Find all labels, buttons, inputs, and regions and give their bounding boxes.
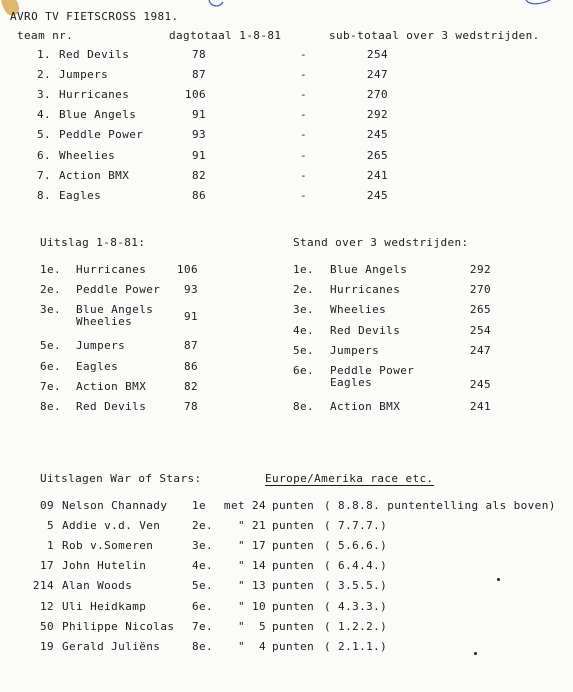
team-sub-total: 292 [366,108,388,122]
rider-name: Philippe Nicolas [62,619,175,633]
stand-team-name: Hurricanes [330,283,401,297]
rider-place: 2e. [192,519,214,533]
team-number: 7. [37,168,52,182]
rider-points: 5 [258,619,266,633]
uitslag-score: 78 [183,400,198,413]
dash-separator: - [300,128,308,142]
uitslag-team-name: Hurricanes [76,263,147,276]
team-name: Action BMX [59,168,130,182]
war-subheading: Europe/Amerika race etc. [265,472,434,485]
team-sub-total: 245 [366,128,388,142]
points-unit: punten [272,499,315,512]
team-name: Red Devils [59,48,130,61]
rider-name: Uli Heidkamp [62,599,147,613]
ditto-separator: " [237,639,245,653]
ditto-separator: " [237,619,245,633]
rider-points: 14 [251,559,266,573]
rider-name: Gerald Juliëns [62,639,161,653]
dash-separator: - [300,48,308,61]
uitslag-score: 106 [176,263,198,276]
rider-name: Rob v.Someren [62,539,154,553]
stand-score: 245 [469,378,491,391]
points-unit: punten [272,519,315,533]
team-sub-total: 241 [366,168,388,182]
rider-number: 19 [39,639,54,653]
rider-points: 13 [251,579,266,593]
team-sub-total: 265 [366,148,388,162]
rider-points: 4 [258,639,266,653]
uitslag-team-name-second: Wheelies [76,315,133,329]
points-unit: punten [272,579,315,593]
stand-team-name: Action BMX [330,400,401,413]
ditto-separator: " [237,599,245,613]
team-sub-total: 270 [366,88,388,102]
rider-number: 12 [39,599,54,613]
uitslag-team-name: Peddle Power [76,283,161,297]
column-header-team: team nr. [17,29,74,42]
rider-name: Alan Woods [62,579,133,593]
rider-place: 7e. [192,619,214,633]
uitslag-heading: Uitslag 1-8-81: [40,236,146,249]
team-sub-total: 254 [366,48,388,61]
dash-separator: - [300,68,308,82]
dash-separator: - [300,148,308,162]
stand-score: 254 [469,323,491,337]
points-breakdown: ( 5.6.6.) [324,539,388,553]
stand-score: 241 [469,400,491,413]
team-day-total: 78 [191,48,206,61]
blue-ink-scribble [520,0,560,10]
rider-points: 24 [251,499,266,512]
uitslag-score: 91 [183,310,198,324]
uitslag-rank: 8e. [40,400,62,413]
points-breakdown: ( 2.1.1.) [324,639,388,653]
stand-score: 270 [469,283,491,297]
stand-rank: 4e. [293,323,315,337]
stand-score: 247 [469,343,491,357]
stand-team-name: Jumpers [330,343,380,357]
rider-place: 4e. [192,559,214,573]
rider-number: 5 [46,519,54,533]
uitslag-rank: 3e. [40,303,62,317]
document-title: AVRO TV FIETSCROSS 1981. [10,10,179,23]
team-number: 8. [37,188,52,202]
dash-separator: - [300,88,308,102]
ink-dot [474,652,477,655]
team-sub-total: 245 [366,188,388,202]
team-day-total: 86 [191,188,206,202]
rider-number: 09 [39,499,54,512]
uitslag-rank: 2e. [40,283,62,297]
stand-team-name: Red Devils [330,323,401,337]
rider-number: 50 [39,619,54,633]
uitslag-rank: 1e. [40,263,62,276]
rider-points: 17 [251,539,266,553]
ditto-separator: " [237,559,245,573]
stand-rank: 2e. [293,283,315,297]
rider-number: 17 [39,559,54,573]
blue-ink-scribble [205,0,235,10]
points-unit: punten [272,619,315,633]
uitslag-score: 82 [183,379,198,393]
team-number: 6. [37,148,52,162]
stand-rank: 1e. [293,263,315,276]
team-number: 3. [37,88,52,102]
stand-team-name: Blue Angels [330,263,408,276]
dash-separator: - [300,188,308,202]
stand-team-name-second: Eagles [330,376,373,389]
rider-number: 214 [32,579,54,593]
uitslag-team-name: Jumpers [76,339,126,353]
stand-rank: 6e. [293,364,315,377]
stand-rank: 3e. [293,303,315,317]
ink-dot [497,578,500,581]
rider-points: 21 [251,519,266,533]
rider-name: Nelson Channady [62,499,168,512]
uitslag-team-name: Eagles [76,359,119,373]
team-name: Eagles [59,188,102,202]
uitslag-team-name: Red Devils [76,400,147,413]
stand-rank: 5e. [293,343,315,357]
points-breakdown: ( 3.5.5.) [324,579,388,593]
team-number: 2. [37,68,52,82]
points-unit: punten [272,539,315,553]
column-header-sub-total: sub-totaal over 3 wedstrijden. [329,29,540,42]
team-number: 4. [37,108,52,122]
ditto-separator: " [237,519,245,533]
points-breakdown: ( 4.3.3.) [324,599,388,613]
team-name: Blue Angels [59,108,137,122]
points-breakdown: ( 6.4.4.) [324,559,388,573]
points-unit: punten [272,559,315,573]
team-day-total: 91 [191,108,206,122]
uitslag-score: 93 [183,283,198,297]
points-breakdown: ( 1.2.2.) [324,619,388,633]
uitslag-score: 86 [183,359,198,373]
war-heading: Uitslagen War of Stars: [40,472,202,485]
column-header-day-total: dagtotaal 1-8-81 [169,29,282,42]
team-number: 1. [37,48,52,61]
points-breakdown: ( 8.8.8. puntentelling als boven) [324,499,556,512]
points-breakdown: ( 7.7.7.) [324,519,388,533]
rider-name: John Hutelin [62,559,147,573]
rider-place: 6e. [192,599,214,613]
team-day-total: 82 [191,168,206,182]
rider-place: 1e [192,499,207,512]
rider-place: 8e. [192,639,214,653]
rider-points: 10 [251,599,266,613]
uitslag-team-name: Action BMX [76,379,147,393]
uitslag-team-name: Blue Angels [76,303,154,317]
rider-name: Addie v.d. Ven [62,519,161,533]
stand-heading: Stand over 3 wedstrijden: [293,236,469,249]
ditto-separator: met [223,499,245,512]
ditto-separator: " [237,539,245,553]
team-day-total: 91 [191,148,206,162]
rider-number: 1 [46,539,54,553]
team-name: Hurricanes [59,88,130,102]
team-day-total: 106 [184,88,206,102]
points-unit: punten [272,639,315,653]
stand-score: 292 [469,263,491,276]
team-name: Wheelies [59,148,116,162]
uitslag-score: 87 [183,339,198,353]
team-day-total: 93 [191,128,206,142]
team-number: 5. [37,128,52,142]
stand-score: 265 [469,303,491,317]
ditto-separator: " [237,579,245,593]
dash-separator: - [300,168,308,182]
team-name: Jumpers [59,68,109,82]
rider-place: 5e. [192,579,214,593]
uitslag-rank: 7e. [40,379,62,393]
stand-team-name: Peddle Power [330,364,415,377]
stand-rank: 8e. [293,400,315,413]
points-unit: punten [272,599,315,613]
team-day-total: 87 [191,68,206,82]
uitslag-rank: 5e. [40,339,62,353]
stand-team-name: Wheelies [330,303,387,317]
uitslag-rank: 6e. [40,359,62,373]
dash-separator: - [300,108,308,122]
team-name: Peddle Power [59,128,144,142]
rider-place: 3e. [192,539,214,553]
team-sub-total: 247 [366,68,388,82]
